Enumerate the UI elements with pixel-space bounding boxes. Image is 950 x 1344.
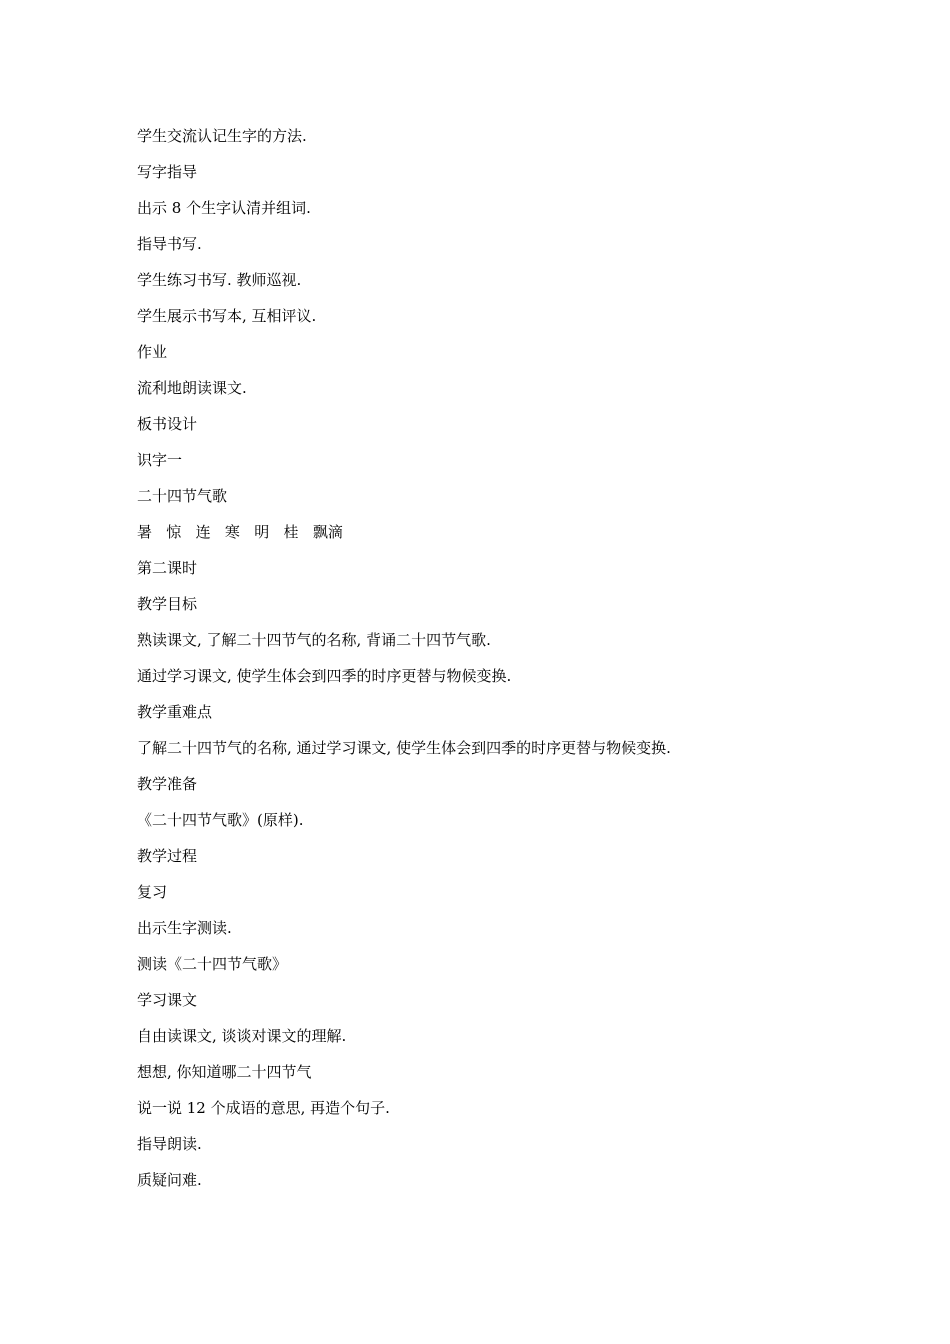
section-heading: 写字指导 [137,163,198,181]
text-line: 二十四节气歌 [137,487,228,505]
section-heading: 板书设计 [137,415,198,433]
text-line: 熟读课文, 了解二十四节气的名称, 背诵二十四节气歌. [137,631,491,649]
text-line: 质疑问难. [137,1171,202,1189]
section-heading: 教学目标 [137,595,198,613]
text-line: 学生交流认记生字的方法. [137,127,307,145]
section-heading: 教学准备 [137,775,198,793]
character-list: 暑 惊 连 寒 明 桂 飘滴 [137,523,343,541]
text-line: 学生练习书写. 教师巡视. [137,271,302,289]
text-line: 通过学习课文, 使学生体会到四季的时序更替与物候变换. [137,667,512,685]
section-heading: 教学重难点 [137,703,213,721]
section-heading: 学习课文 [137,991,198,1009]
document-body [137,122,837,1202]
text-line: 自由读课文, 谈谈对课文的理解. [137,1027,347,1045]
text-line: 了解二十四节气的名称, 通过学习课文, 使学生体会到四季的时序更替与物候变换. [137,739,671,757]
text-line: 指导朗读. [137,1135,202,1153]
text-line: 识字一 [137,451,183,469]
text-line: 出示生字测读. [137,919,232,937]
text-line: 《二十四节气歌》(原样). [137,811,304,829]
section-heading: 复习 [137,883,168,901]
text-line: 学生展示书写本, 互相评议. [137,307,317,325]
text-line: 说一说 12 个成语的意思, 再造个句子. [137,1099,390,1117]
section-heading: 教学过程 [137,847,198,865]
text-line: 想想, 你知道哪二十四节气 [137,1063,312,1081]
text-line: 测读《二十四节气歌》 [137,955,288,973]
text-line: 出示 8 个生字认清并组词. [137,199,311,217]
section-heading: 第二课时 [137,559,198,577]
text-line: 指导书写. [137,235,202,253]
section-heading: 作业 [137,343,168,361]
text-line: 流利地朗读课文. [137,379,247,397]
